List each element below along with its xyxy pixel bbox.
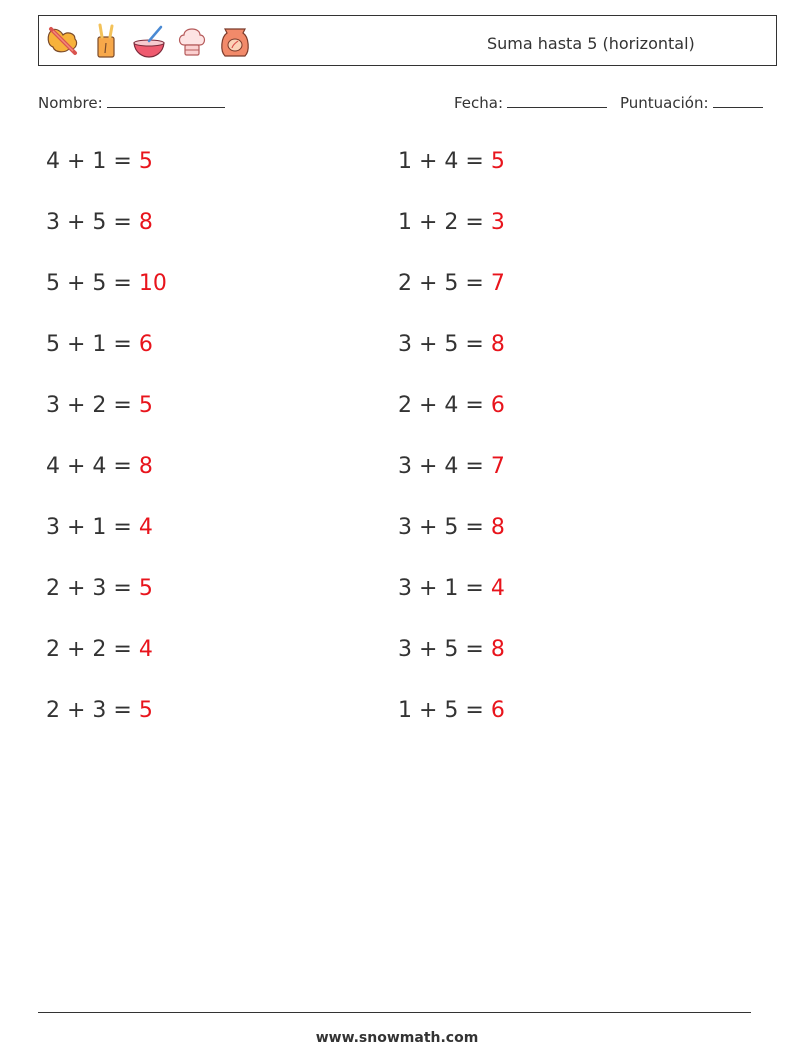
- problem-expression: 2 + 3 =: [46, 576, 139, 601]
- name-field: [38, 94, 225, 112]
- name-label: Nombre:: [38, 94, 103, 112]
- problem-item: [398, 515, 505, 540]
- problem-expression: 5 + 5 =: [46, 271, 139, 296]
- problem-answer: 5: [490, 149, 505, 174]
- score-field: [620, 94, 763, 112]
- problem-answer: 6: [490, 698, 505, 723]
- problem-answer: 6: [138, 332, 153, 357]
- score-label: Puntuación:: [620, 94, 709, 112]
- problem-answer: 5: [138, 149, 153, 174]
- problem-expression: 3 + 5 =: [398, 515, 491, 540]
- problem-expression: 2 + 2 =: [46, 637, 139, 662]
- name-blank: [107, 94, 225, 108]
- problem-answer: 6: [490, 393, 505, 418]
- problem-item: [398, 698, 505, 723]
- date-label: Fecha:: [454, 94, 504, 112]
- problem-item: [46, 149, 153, 174]
- problem-answer: 4: [138, 637, 153, 662]
- problem-answer: 3: [490, 210, 505, 235]
- header-icons: [45, 23, 253, 59]
- problem-item: [398, 149, 505, 174]
- problem-expression: 3 + 4 =: [398, 454, 491, 479]
- problem-item: [398, 332, 505, 357]
- problem-item: [398, 637, 505, 662]
- problem-item: [46, 637, 153, 662]
- problem-expression: 3 + 1 =: [398, 576, 491, 601]
- problem-expression: 5 + 1 =: [46, 332, 139, 357]
- date-blank: [507, 94, 607, 108]
- problem-expression: 1 + 5 =: [398, 698, 491, 723]
- problem-item: [46, 698, 153, 723]
- problem-answer: 8: [490, 637, 505, 662]
- worksheet-title: Suma hasta 5 (horizontal): [487, 34, 695, 53]
- problem-answer: 5: [138, 576, 153, 601]
- problem-expression: 2 + 5 =: [398, 271, 491, 296]
- problem-item: [398, 271, 505, 296]
- problem-item: [46, 576, 153, 601]
- problem-answer: 8: [490, 515, 505, 540]
- problem-answer: 4: [138, 515, 153, 540]
- problem-expression: 2 + 3 =: [46, 698, 139, 723]
- chef-hat-icon: [174, 23, 210, 59]
- problem-item: [398, 393, 505, 418]
- worksheet-header: [38, 15, 777, 66]
- problem-expression: 2 + 4 =: [398, 393, 491, 418]
- problem-answer: 7: [490, 454, 505, 479]
- footer-url: www.snowmath.com: [315, 1030, 479, 1046]
- problem-expression: 1 + 2 =: [398, 210, 491, 235]
- problem-item: [398, 210, 505, 235]
- problem-expression: 3 + 5 =: [398, 637, 491, 662]
- problem-expression: 4 + 1 =: [46, 149, 139, 174]
- problem-expression: 3 + 1 =: [46, 515, 139, 540]
- problem-item: [46, 515, 153, 540]
- problem-answer: 7: [490, 271, 505, 296]
- problem-answer: 5: [138, 393, 153, 418]
- problem-expression: 1 + 4 =: [398, 149, 491, 174]
- problem-expression: 3 + 5 =: [398, 332, 491, 357]
- date-field: [454, 94, 607, 112]
- problem-answer: 8: [138, 210, 153, 235]
- problem-answer: 10: [138, 271, 167, 296]
- problem-expression: 3 + 5 =: [46, 210, 139, 235]
- mixing-bowl-icon: [131, 23, 167, 59]
- problem-item: [46, 210, 153, 235]
- problem-item: [46, 393, 153, 418]
- footer-divider: [38, 1012, 751, 1013]
- problem-item: [46, 454, 153, 479]
- problem-expression: 3 + 2 =: [46, 393, 139, 418]
- utensil-jar-icon: [88, 23, 124, 59]
- rolling-pin-icon: [45, 23, 81, 59]
- problem-answer: 8: [490, 332, 505, 357]
- problem-answer: 8: [138, 454, 153, 479]
- problem-expression: 4 + 4 =: [46, 454, 139, 479]
- problem-item: [398, 454, 505, 479]
- problem-item: [398, 576, 505, 601]
- problem-answer: 4: [490, 576, 505, 601]
- problem-item: [46, 271, 167, 296]
- problem-item: [46, 332, 153, 357]
- flour-sack-icon: [217, 23, 253, 59]
- score-blank: [713, 94, 763, 108]
- problem-answer: 5: [138, 698, 153, 723]
